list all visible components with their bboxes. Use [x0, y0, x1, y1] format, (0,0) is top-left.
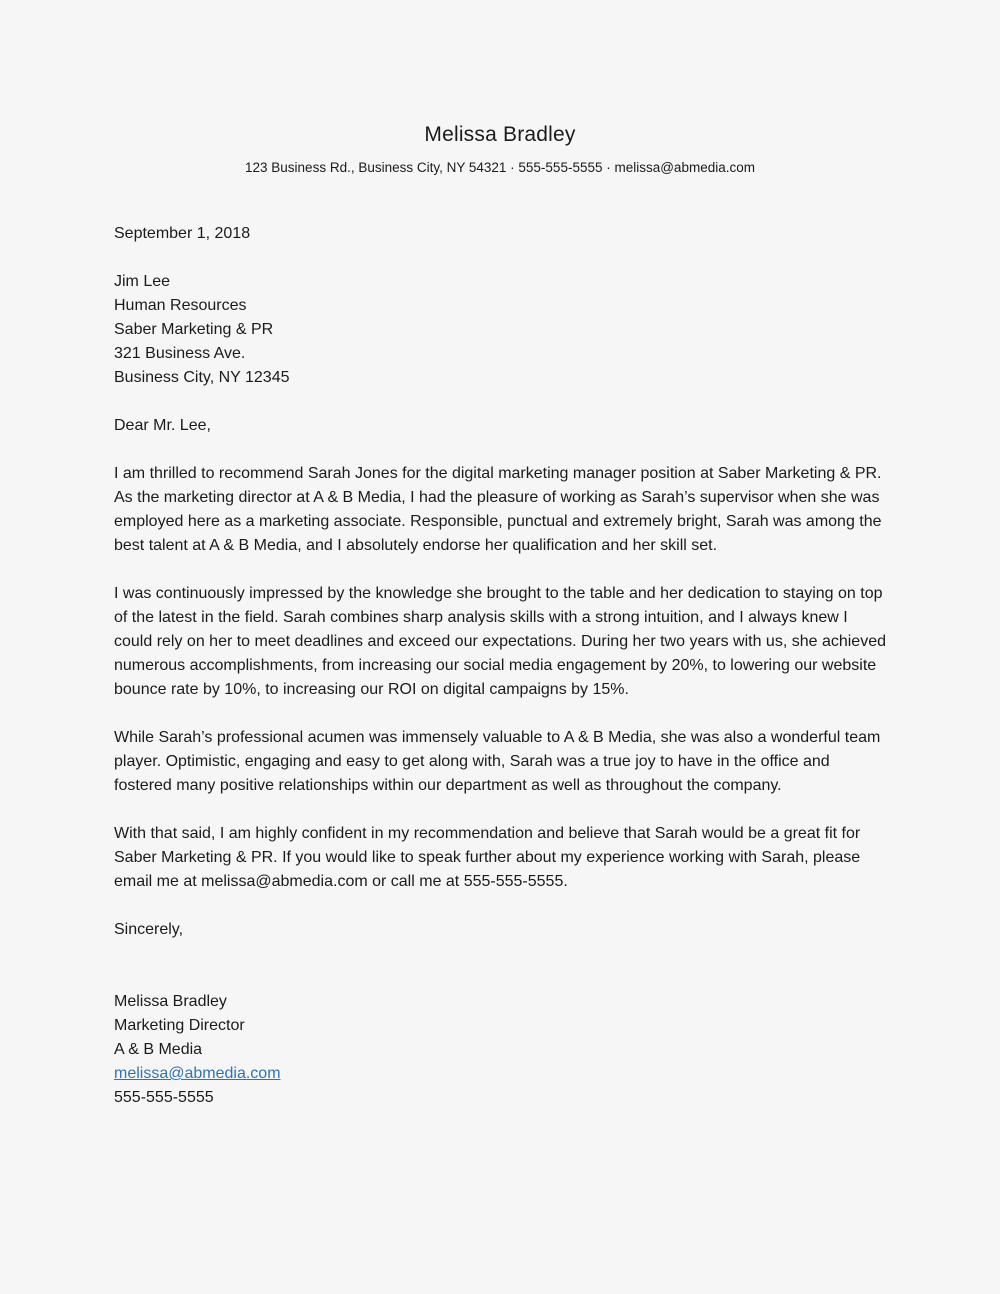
recipient-company: Saber Marketing & PR — [114, 321, 274, 338]
body-paragraph-1: I am thrilled to recommend Sarah Jones for the digital marketing manager position at Saber Marketing & PR. As the marketing director at A & B Media, I had the pleasure of working as Sarah’s supervisor when she was employed here as a marketing associate. Responsible, punctual and extremely bright, Sarah was among the best talent at A & B Media, and I absolutely endorse her qualification and her skill set. — [114, 465, 882, 554]
body-paragraph-3: While Sarah’s professional acumen was immensely valuable to A & B Media, she was also a wonderful team player. Optimistic, engaging and easy to get along with, Sarah was a true joy to have in the office and fostered many positive relationships within our department as well as throughout the company. — [114, 729, 881, 794]
recipient-city: Business City, NY 12345 — [114, 369, 290, 386]
closing: Sincerely, — [114, 921, 184, 938]
signature-name: Melissa Bradley — [114, 993, 227, 1010]
signature-block — [114, 990, 886, 1110]
signature-email-link[interactable]: melissa@abmedia.com — [114, 1065, 281, 1082]
salutation: Dear Mr. Lee, — [114, 417, 211, 434]
sender-contact-line: 123 Business Rd., Business City, NY 54321 · 555-555-5555 · melissa@abmedia.com — [245, 160, 755, 175]
letter-date: September 1, 2018 — [114, 225, 251, 242]
body-paragraph-4: With that said, I am highly confident in my recommendation and believe that Sarah would be a great fit for Saber Marketing & PR. If you would like to speak further about my experience working with Sarah, please email me at melissa@abmedia.com or call me at 555-555-5555. — [114, 825, 861, 890]
signature-phone: 555-555-5555 — [114, 1089, 214, 1106]
sender-name: Melissa Bradley — [424, 123, 576, 146]
recipient-department: Human Resources — [114, 297, 247, 314]
signature-company: A & B Media — [114, 1041, 203, 1058]
signature-email-row — [114, 1062, 886, 1086]
recipient-block — [114, 270, 886, 390]
recipient-name: Jim Lee — [114, 273, 171, 290]
body-paragraph-2: I was continuously impressed by the knowledge she brought to the table and her dedication to staying on top of the latest in the field. Sarah combines sharp analysis skills with a strong intuition, and I always knew I could rely on her to meet deadlines and exceed our expectations. During her two years with us, she achieved numerous accomplishments, from increasing our social media engagement by 20%, to lowering our website bounce rate by 10%, to increasing our ROI on digital campaigns by 15%. — [114, 585, 886, 698]
recipient-street: 321 Business Ave. — [114, 345, 246, 362]
signature-title: Marketing Director — [114, 1017, 245, 1034]
letter-header — [114, 120, 886, 178]
